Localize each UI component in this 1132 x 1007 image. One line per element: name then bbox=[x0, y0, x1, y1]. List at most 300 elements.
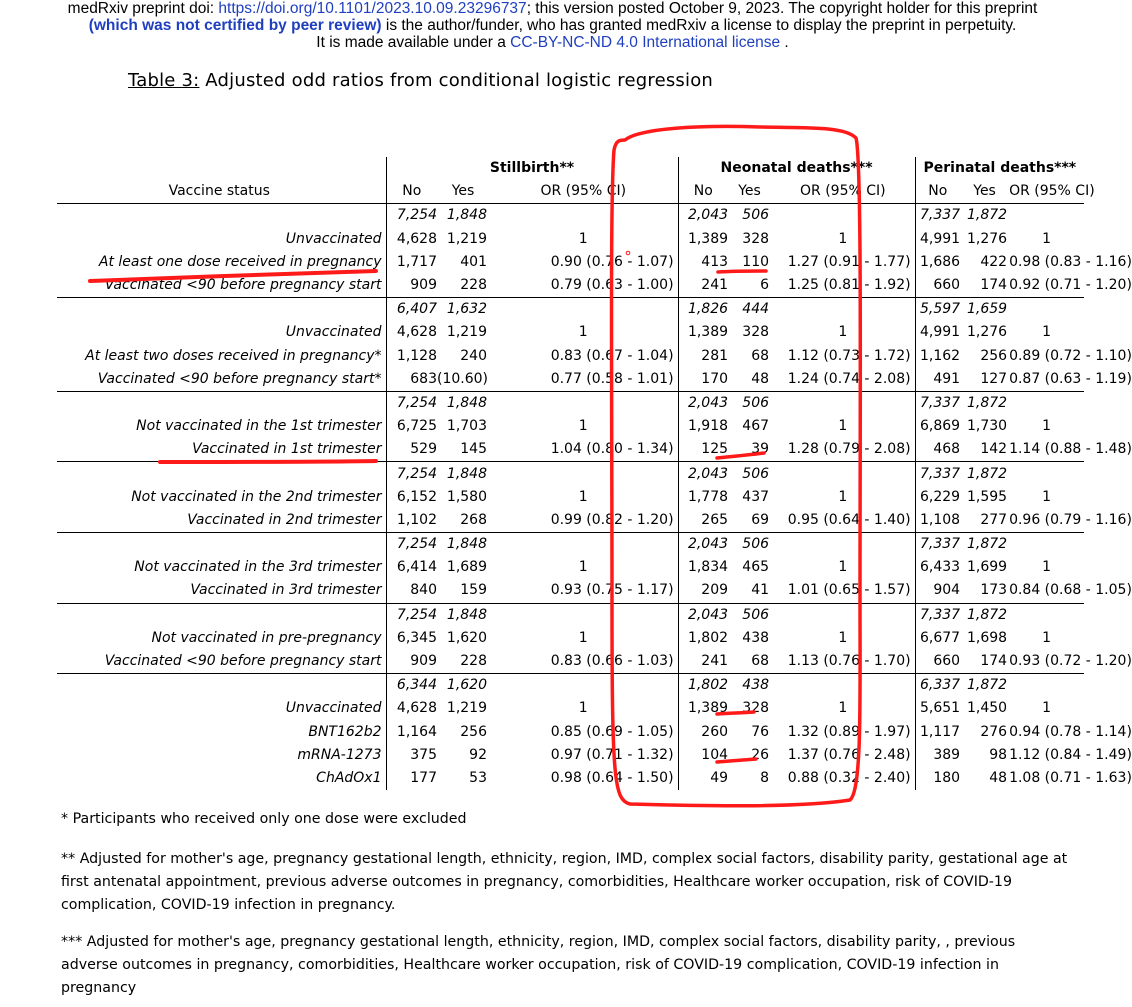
vaccine-status-cell: Vaccinated in 2nd trimester bbox=[187, 511, 382, 528]
data-cell: 1.37 (0.76 - 2.48) bbox=[787, 746, 911, 763]
data-cell: 281 bbox=[678, 345, 728, 368]
data-cell: 1 bbox=[838, 418, 848, 435]
data-cell: 5,651 bbox=[915, 697, 960, 720]
table-body bbox=[57, 204, 1132, 790]
data-cell bbox=[1009, 674, 1084, 698]
group-stillbirth: Stillbirth** bbox=[386, 157, 678, 180]
data-cell: 6,337 bbox=[915, 674, 960, 698]
data-cell: 180 bbox=[915, 767, 960, 790]
data-cell: 1,164 bbox=[386, 721, 437, 744]
header-line-2 bbox=[0, 17, 1105, 34]
data-cell: 1 bbox=[1042, 629, 1052, 646]
col-header: No bbox=[386, 180, 437, 204]
data-cell: 1 bbox=[838, 488, 848, 505]
data-cell: 127 bbox=[980, 370, 1008, 387]
data-cell: 1 bbox=[1042, 700, 1052, 717]
data-cell: 1,699 bbox=[966, 559, 1008, 576]
data-cell: 1.32 (0.89 - 1.97) bbox=[787, 723, 911, 740]
data-cell bbox=[771, 674, 915, 698]
data-cell: 6,869 bbox=[915, 415, 960, 438]
data-cell: 1,620 bbox=[446, 629, 487, 646]
data-cell bbox=[489, 204, 678, 228]
totals-row bbox=[57, 298, 1084, 322]
data-cell: 438 bbox=[728, 674, 771, 698]
data-cell: 2,043 bbox=[678, 462, 728, 486]
data-cell: 1,450 bbox=[966, 700, 1008, 717]
data-cell: 2,043 bbox=[678, 204, 728, 228]
data-cell: 1 bbox=[578, 230, 588, 247]
peer-review-notice: (which was not certified by peer review) bbox=[88, 17, 382, 34]
data-cell: 0.97 (0.71 - 1.32) bbox=[550, 746, 674, 763]
table-row bbox=[57, 744, 1084, 767]
data-cell: 1,872 bbox=[960, 462, 1009, 486]
data-cell: 1,872 bbox=[960, 391, 1009, 415]
data-cell: 468 bbox=[915, 438, 960, 462]
data-cell: 1,102 bbox=[386, 509, 437, 533]
data-cell: 4,628 bbox=[386, 321, 437, 344]
data-cell: 1.08 (0.71 - 1.63) bbox=[1009, 769, 1132, 786]
data-cell: 0.89 (0.72 - 1.10) bbox=[1009, 347, 1132, 364]
data-cell: 0.88 (0.32 - 2.40) bbox=[787, 769, 911, 786]
data-cell: 0.93 (0.75 - 1.17) bbox=[550, 582, 674, 599]
data-cell: 1.27 (0.91 - 1.77) bbox=[787, 253, 911, 270]
data-cell bbox=[489, 533, 678, 557]
vaccine-status-cell: Not vaccinated in the 1st trimester bbox=[136, 418, 382, 435]
vaccine-status-cell: Not vaccinated in the 2nd trimester bbox=[131, 488, 382, 505]
data-cell: 6,433 bbox=[915, 556, 960, 579]
data-cell: 7,254 bbox=[386, 391, 437, 415]
data-cell: 438 bbox=[742, 629, 770, 646]
data-cell: 174 bbox=[980, 653, 1008, 670]
table-row bbox=[57, 509, 1084, 533]
data-cell: 68 bbox=[751, 347, 770, 364]
col-header: Yes bbox=[738, 183, 761, 200]
data-cell: 7,254 bbox=[386, 204, 437, 228]
data-cell: 170 bbox=[678, 368, 728, 392]
vaccine-status-cell: ChAdOx1 bbox=[316, 769, 382, 786]
data-cell: 6 bbox=[760, 277, 770, 294]
data-cell bbox=[1009, 533, 1084, 557]
table-row bbox=[57, 274, 1084, 298]
data-cell bbox=[489, 674, 678, 698]
table-row bbox=[57, 579, 1084, 603]
data-cell: 0.99 (0.82 - 1.20) bbox=[550, 511, 674, 528]
data-cell: 173 bbox=[980, 582, 1008, 599]
data-cell: 909 bbox=[386, 274, 437, 298]
data-cell bbox=[489, 603, 678, 627]
data-cell: 39 bbox=[751, 441, 770, 458]
data-cell: 1.13 (0.76 - 1.70) bbox=[787, 653, 911, 670]
data-cell: 6,344 bbox=[386, 674, 437, 698]
data-cell: 1 bbox=[578, 418, 588, 435]
data-cell: 0.84 (0.68 - 1.05) bbox=[1009, 582, 1132, 599]
data-cell: 6,345 bbox=[386, 627, 437, 650]
data-cell: 4,628 bbox=[386, 697, 437, 720]
vaccine-status-cell: At least one dose received in pregnancy bbox=[98, 253, 382, 270]
vaccine-status-cell: Vaccinated <90 before pregnancy start* bbox=[97, 370, 382, 387]
data-cell: 1,659 bbox=[960, 298, 1009, 322]
data-cell: 6,414 bbox=[386, 556, 437, 579]
data-cell: 1 bbox=[1042, 230, 1052, 247]
data-cell: 0.87 (0.63 - 1.19) bbox=[1009, 370, 1132, 387]
data-cell: 1,389 bbox=[678, 228, 728, 251]
data-cell: 1,872 bbox=[960, 533, 1009, 557]
blank-cell bbox=[57, 157, 386, 180]
data-cell: 174 bbox=[980, 277, 1008, 294]
data-cell: 228 bbox=[460, 277, 487, 294]
data-cell: 8 bbox=[760, 769, 770, 786]
data-cell: 465 bbox=[742, 559, 770, 576]
data-cell: 1 bbox=[1042, 559, 1052, 576]
data-cell: 256 bbox=[980, 347, 1008, 364]
data-cell: 240 bbox=[460, 347, 487, 364]
data-cell: 0.96 (0.79 - 1.16) bbox=[1009, 511, 1132, 528]
data-cell: 0.92 (0.71 - 1.20) bbox=[1009, 277, 1132, 294]
vaccine-status-cell bbox=[57, 533, 386, 557]
preprint-header bbox=[0, 0, 1105, 51]
data-cell: 1.28 (0.79 - 2.08) bbox=[787, 441, 911, 458]
data-cell: 1 bbox=[1042, 488, 1052, 505]
totals-row bbox=[57, 603, 1084, 627]
vaccine-status-cell bbox=[57, 204, 386, 228]
totals-row bbox=[57, 391, 1084, 415]
data-cell bbox=[489, 462, 678, 486]
data-cell: 1 bbox=[1042, 418, 1052, 435]
data-cell: 256 bbox=[460, 723, 487, 740]
data-cell: 1,632 bbox=[437, 298, 489, 322]
data-cell: 69 bbox=[751, 511, 770, 528]
data-cell: 1,108 bbox=[915, 509, 960, 533]
data-cell: 145 bbox=[460, 441, 487, 458]
data-cell: 110 bbox=[742, 253, 770, 270]
col-header: OR (95% CI) bbox=[1009, 183, 1095, 200]
data-cell: 1,219 bbox=[446, 324, 487, 341]
data-cell: 1.24 (0.74 - 2.08) bbox=[787, 370, 911, 387]
vaccine-status-cell: BNT162b2 bbox=[308, 723, 382, 740]
data-cell: 4,991 bbox=[915, 228, 960, 251]
data-cell: 1,778 bbox=[678, 486, 728, 509]
data-cell bbox=[1009, 298, 1084, 322]
data-cell: 92 bbox=[469, 746, 487, 763]
data-cell: 76 bbox=[751, 723, 770, 740]
totals-row bbox=[57, 462, 1084, 486]
data-cell: 1,698 bbox=[966, 629, 1008, 646]
vaccine-status-cell: Unvaccinated bbox=[285, 230, 382, 247]
data-cell: 7,337 bbox=[915, 603, 960, 627]
data-cell: 1 bbox=[578, 488, 588, 505]
data-cell: 1,834 bbox=[678, 556, 728, 579]
data-cell: 0.94 (0.78 - 1.14) bbox=[1009, 723, 1132, 740]
vaccine-status-cell: Unvaccinated bbox=[285, 700, 382, 717]
data-cell: 413 bbox=[678, 251, 728, 274]
data-cell: 389 bbox=[915, 744, 960, 767]
table-row bbox=[57, 486, 1084, 509]
data-cell: 277 bbox=[980, 511, 1008, 528]
data-cell: 48 bbox=[989, 769, 1008, 786]
data-cell: 1,219 bbox=[446, 230, 487, 247]
data-cell: 4,991 bbox=[915, 321, 960, 344]
data-cell: 6,229 bbox=[915, 486, 960, 509]
data-cell: 1,389 bbox=[678, 321, 728, 344]
data-cell: 328 bbox=[742, 700, 770, 717]
data-cell: 1,689 bbox=[446, 559, 487, 576]
vaccine-status-cell bbox=[57, 298, 386, 322]
header-line3-suffix: . bbox=[780, 34, 789, 51]
data-cell: 1,276 bbox=[966, 230, 1008, 247]
data-cell: 506 bbox=[728, 462, 771, 486]
vaccine-status-cell bbox=[57, 391, 386, 415]
data-cell: 1,117 bbox=[915, 721, 960, 744]
vaccine-status-cell: Unvaccinated bbox=[285, 324, 382, 341]
data-cell: 1,918 bbox=[678, 415, 728, 438]
data-cell: 1 bbox=[838, 629, 848, 646]
data-cell: 241 bbox=[678, 650, 728, 674]
data-cell: 1,872 bbox=[960, 204, 1009, 228]
data-cell: 1,848 bbox=[437, 204, 489, 228]
data-cell: 4,628 bbox=[386, 228, 437, 251]
totals-row bbox=[57, 533, 1084, 557]
data-cell: 1 bbox=[578, 324, 588, 341]
data-cell: 422 bbox=[980, 253, 1008, 270]
data-cell: 6,407 bbox=[386, 298, 437, 322]
data-cell bbox=[771, 462, 915, 486]
data-cell: 1,802 bbox=[678, 674, 728, 698]
table-row bbox=[57, 627, 1084, 650]
col-header: No bbox=[915, 180, 960, 204]
data-cell: (10.60) bbox=[437, 370, 489, 387]
data-cell: 909 bbox=[386, 650, 437, 674]
data-cell: 0.98 (0.83 - 1.16) bbox=[1009, 253, 1132, 270]
column-header-row bbox=[57, 180, 1084, 204]
data-cell: 6,677 bbox=[915, 627, 960, 650]
data-cell: 7,337 bbox=[915, 462, 960, 486]
data-cell: 660 bbox=[915, 274, 960, 298]
data-cell: 1,595 bbox=[966, 488, 1008, 505]
data-cell: 375 bbox=[386, 744, 437, 767]
data-cell: 401 bbox=[460, 253, 487, 270]
data-cell: 683 bbox=[386, 368, 437, 392]
group-neonatal: Neonatal deaths*** bbox=[678, 157, 915, 180]
data-cell bbox=[771, 603, 915, 627]
data-cell: 2,043 bbox=[678, 603, 728, 627]
doi-link[interactable]: https://doi.org/10.1101/2023.10.09.23296737 bbox=[218, 0, 527, 17]
data-cell: 7,254 bbox=[386, 533, 437, 557]
data-cell: 0.79 (0.63 - 1.00) bbox=[550, 277, 674, 294]
license-link[interactable]: CC-BY-NC-ND 4.0 International license bbox=[510, 34, 781, 51]
data-cell: 328 bbox=[742, 324, 770, 341]
data-cell: 265 bbox=[678, 509, 728, 533]
footnote-3: *** Adjusted for mother's age, pregnancy gestational length, ethnicity, region, IMD, complex social factors, disability parity, , previous adverse outcomes in pregnancy, comorbidities, Healthcare worker occupation, risk of COVID-19 complication, COVID-19 infection in pregnancy bbox=[61, 934, 1016, 996]
data-cell: 1,276 bbox=[966, 324, 1008, 341]
data-cell: 506 bbox=[728, 533, 771, 557]
data-cell: 125 bbox=[678, 438, 728, 462]
data-cell bbox=[489, 298, 678, 322]
data-cell: 1,730 bbox=[966, 418, 1008, 435]
vaccine-status-cell: At least two doses received in pregnancy* bbox=[85, 347, 382, 364]
data-cell: 1,389 bbox=[678, 697, 728, 720]
data-cell: 228 bbox=[460, 653, 487, 670]
data-cell: 1,219 bbox=[446, 700, 487, 717]
table-row bbox=[57, 767, 1084, 790]
data-cell: 142 bbox=[980, 441, 1008, 458]
data-cell: 529 bbox=[386, 438, 437, 462]
data-cell: 444 bbox=[728, 298, 771, 322]
group-perinatal: Perinatal deaths*** bbox=[915, 157, 1084, 180]
data-cell: 104 bbox=[678, 744, 728, 767]
table-row bbox=[57, 368, 1084, 392]
data-cell: 5,597 bbox=[915, 298, 960, 322]
data-cell: 904 bbox=[915, 579, 960, 603]
col-header: No bbox=[678, 180, 728, 204]
header-line-3 bbox=[0, 34, 1105, 51]
data-cell: 41 bbox=[751, 582, 770, 599]
data-cell: 1,703 bbox=[446, 418, 487, 435]
data-cell: 0.90 (0.76 - 1.07) bbox=[550, 253, 674, 270]
vaccine-status-cell: Vaccinated in 1st trimester bbox=[192, 441, 382, 458]
data-cell: 1,128 bbox=[386, 345, 437, 368]
data-cell: 1 bbox=[838, 324, 848, 341]
data-cell bbox=[1009, 204, 1084, 228]
table-title-label: Table 3: bbox=[128, 70, 200, 91]
data-cell: 1,686 bbox=[915, 251, 960, 274]
data-cell: 159 bbox=[460, 582, 487, 599]
data-cell: 1,848 bbox=[437, 533, 489, 557]
data-cell: 0.85 (0.69 - 1.05) bbox=[550, 723, 674, 740]
data-cell: 0.93 (0.72 - 1.20) bbox=[1009, 653, 1132, 670]
data-cell bbox=[1009, 462, 1084, 486]
col-header: Yes bbox=[973, 183, 996, 200]
data-cell: 26 bbox=[751, 746, 770, 763]
data-cell: 660 bbox=[915, 650, 960, 674]
data-cell: 48 bbox=[751, 370, 770, 387]
table-row bbox=[57, 415, 1084, 438]
footnote-2: ** Adjusted for mother's age, pregnancy gestational length, ethnicity, region, IMD, complex social factors, disability parity, gestational age at first antenatal appointment, previous adverse outcomes in pregnancy, comorbidities, Healthcare worker occupation, risk of COVID-19 complication, COVID-19 infection in pregnancy. bbox=[61, 851, 1068, 913]
data-cell: 328 bbox=[742, 230, 770, 247]
data-cell bbox=[771, 298, 915, 322]
data-cell bbox=[1009, 391, 1084, 415]
col-header: OR (95% CI) bbox=[800, 183, 886, 200]
table-title-text: Adjusted odd ratios from conditional logistic regression bbox=[199, 70, 714, 91]
data-cell: 209 bbox=[678, 579, 728, 603]
data-cell bbox=[771, 391, 915, 415]
vaccine-status-cell: Vaccinated <90 before pregnancy start bbox=[104, 653, 382, 670]
data-cell: 506 bbox=[728, 603, 771, 627]
table-row bbox=[57, 556, 1084, 579]
data-cell: 1.14 (0.88 - 1.48) bbox=[1009, 441, 1132, 458]
data-cell: 0.83 (0.67 - 1.04) bbox=[550, 347, 674, 364]
data-cell: 1 bbox=[838, 559, 848, 576]
group-header-row bbox=[57, 157, 1084, 180]
vaccine-status-cell: Vaccinated <90 before pregnancy start bbox=[104, 277, 382, 294]
vaccine-status-cell: Vaccinated in 3rd trimester bbox=[190, 582, 382, 599]
data-cell: 7,254 bbox=[386, 603, 437, 627]
col-header: Yes bbox=[451, 183, 475, 200]
data-cell bbox=[489, 391, 678, 415]
data-cell: 1.12 (0.84 - 1.49) bbox=[1009, 746, 1132, 763]
data-cell: 0.83 (0.66 - 1.03) bbox=[550, 653, 674, 670]
data-cell: 0.95 (0.64 - 1.40) bbox=[787, 511, 911, 528]
data-cell: 49 bbox=[678, 767, 728, 790]
data-cell: 53 bbox=[469, 769, 487, 786]
totals-row bbox=[57, 674, 1084, 698]
data-cell: 491 bbox=[915, 368, 960, 392]
vaccine-status-cell: Not vaccinated in the 3rd trimester bbox=[134, 559, 382, 576]
data-cell: 1 bbox=[1042, 324, 1052, 341]
table-row bbox=[57, 321, 1084, 344]
data-cell: 241 bbox=[678, 274, 728, 298]
data-cell: 1,620 bbox=[437, 674, 489, 698]
data-cell: 1,848 bbox=[437, 603, 489, 627]
header-line1-suffix: ; this version posted October 9, 2023. The copyright holder for this preprint bbox=[526, 0, 1038, 17]
data-cell: 260 bbox=[678, 721, 728, 744]
data-cell: 840 bbox=[386, 579, 437, 603]
data-cell: 98 bbox=[989, 746, 1008, 763]
data-cell: 1,717 bbox=[386, 251, 437, 274]
footnote-1: * Participants who received only one dose were excluded bbox=[61, 811, 467, 827]
data-cell bbox=[771, 204, 915, 228]
data-cell: 6,152 bbox=[386, 486, 437, 509]
data-cell: 1,162 bbox=[915, 345, 960, 368]
header-doi-prefix: medRxiv preprint doi: bbox=[67, 0, 219, 17]
data-cell: 1.25 (0.81 - 1.92) bbox=[787, 277, 911, 294]
header-line-1 bbox=[0, 0, 1105, 17]
data-cell: 1 bbox=[578, 559, 588, 576]
data-cell: 1 bbox=[838, 700, 848, 717]
table-row bbox=[57, 650, 1084, 674]
table-row bbox=[57, 697, 1084, 720]
data-cell: 1,872 bbox=[960, 603, 1009, 627]
vaccine-status-cell bbox=[57, 603, 386, 627]
data-cell: 2,043 bbox=[678, 391, 728, 415]
data-cell: 68 bbox=[751, 653, 770, 670]
data-cell: 1,802 bbox=[678, 627, 728, 650]
vaccine-status-header: Vaccine status bbox=[168, 183, 270, 200]
data-cell: 0.77 (0.58 - 1.01) bbox=[550, 370, 674, 387]
data-cell: 1,826 bbox=[678, 298, 728, 322]
data-cell: 1,580 bbox=[446, 488, 487, 505]
data-cell: 6,725 bbox=[386, 415, 437, 438]
vaccine-status-cell bbox=[57, 462, 386, 486]
data-cell: 506 bbox=[728, 204, 771, 228]
data-cell: 1.12 (0.73 - 1.72) bbox=[787, 347, 911, 364]
data-cell: 177 bbox=[386, 767, 437, 790]
data-cell: 437 bbox=[742, 488, 770, 505]
data-cell: 1.04 (0.80 - 1.34) bbox=[550, 441, 674, 458]
col-header: OR (95% CI) bbox=[540, 183, 627, 200]
table-row bbox=[57, 345, 1084, 368]
data-cell: 1,848 bbox=[437, 391, 489, 415]
data-cell: 1 bbox=[838, 230, 848, 247]
table-row bbox=[57, 438, 1084, 462]
data-cell: 7,337 bbox=[915, 533, 960, 557]
data-cell: 1 bbox=[578, 629, 588, 646]
totals-row bbox=[57, 204, 1084, 228]
data-cell: 0.98 (0.64 - 1.50) bbox=[550, 769, 674, 786]
vaccine-status-cell: mRNA-1273 bbox=[297, 746, 382, 763]
table-row bbox=[57, 228, 1084, 251]
data-cell: 1.01 (0.65 - 1.57) bbox=[787, 582, 911, 599]
data-cell: 276 bbox=[980, 723, 1008, 740]
data-cell: 1,848 bbox=[437, 462, 489, 486]
data-cell: 268 bbox=[460, 511, 487, 528]
data-cell: 7,254 bbox=[386, 462, 437, 486]
data-cell bbox=[771, 533, 915, 557]
data-cell bbox=[1009, 603, 1084, 627]
vaccine-status-cell bbox=[57, 674, 386, 698]
results-table bbox=[57, 157, 1132, 790]
header-line3-prefix: It is made available under a bbox=[316, 34, 511, 51]
vaccine-status-cell: Not vaccinated in pre-pregnancy bbox=[151, 629, 382, 646]
